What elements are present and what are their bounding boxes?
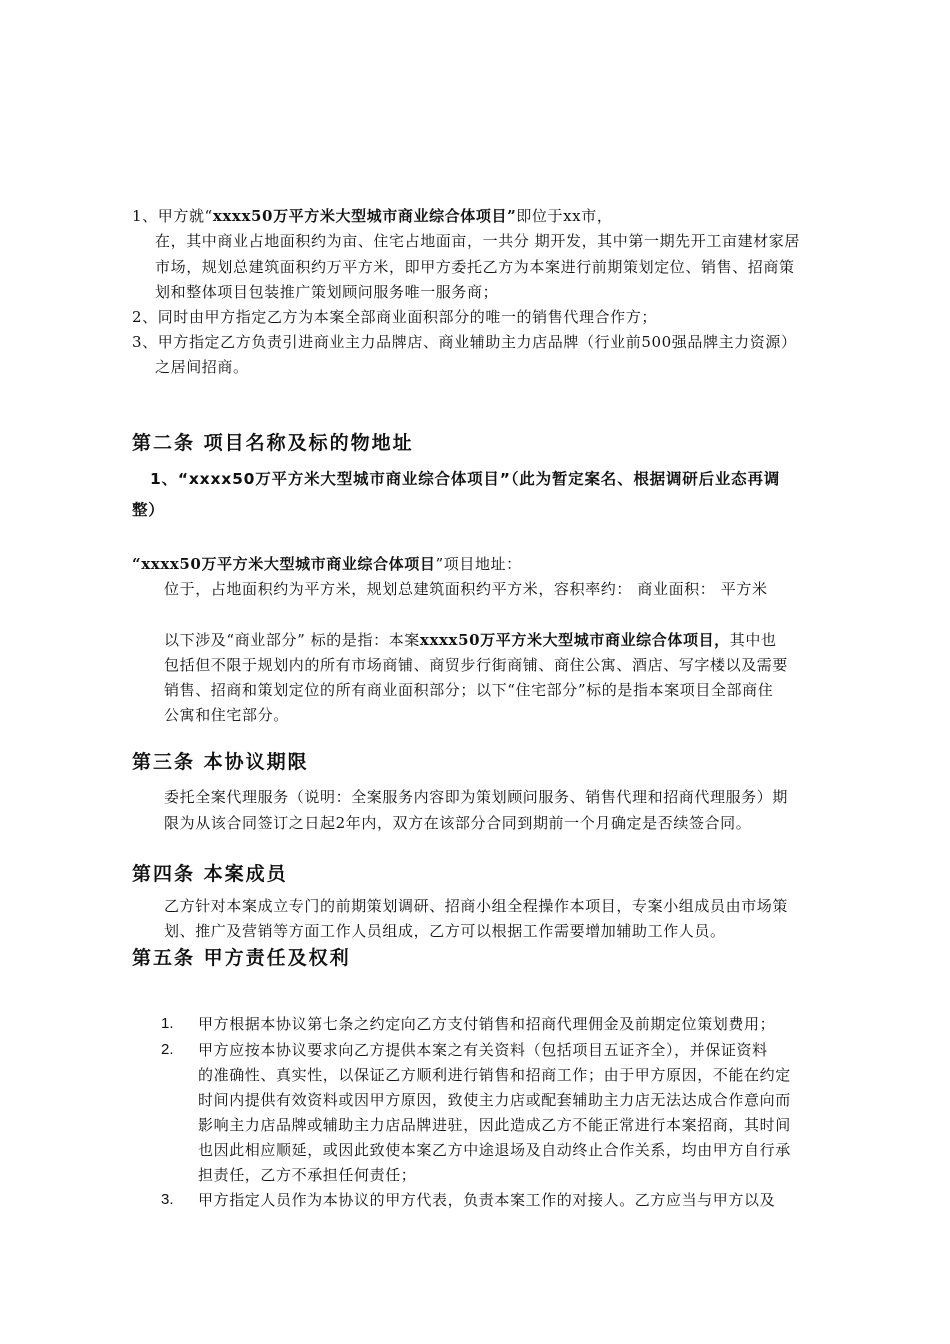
article-2-heading: 第二条 项目名称及标的物地址: [132, 432, 414, 454]
text-run: 同时由甲方指定乙方为本案全部商业面积部分的唯一的销售代理合作方；: [157, 308, 657, 326]
text-run: ”项目地址：: [435, 555, 522, 573]
article-5-heading: 第五条 甲方责任及权利: [132, 947, 351, 969]
list-item-3-line-2: 之居间招商。: [155, 358, 249, 376]
address-label: [132, 553, 522, 575]
article-3-line-2: 限为从该合同签订之日起2年内，双方在该部分合同到期前一个月确定是否续签合同。: [164, 814, 752, 832]
list-number: 3.: [161, 1191, 174, 1208]
duty-item-2-line-1: 甲方应按本协议要求向乙方提供本案之有关资料（包括项目五证齐全），并保证资料: [198, 1041, 768, 1059]
list-number: 1.: [161, 1015, 174, 1032]
duty-item-2-line-4: 影响主力店品牌或辅助主力店品牌进驻，因此造成乙方不能正常进行本案招商，其时间: [198, 1116, 791, 1134]
definition-line-1: [164, 629, 777, 651]
duty-item-2-line-2: 的准确性、真实性，以保证乙方顺利进行销售和招商工作；由于甲方原因，不能在约定: [198, 1066, 791, 1084]
definition-line-4: 公寓和住宅部分。: [164, 706, 289, 724]
definition-line-2: 包括但不限于规划内的所有市场商铺、商贸步行街商铺、商住公寓、酒店、写字楼以及需要: [164, 656, 789, 674]
project-name: xxxx50万平方米大型城市商业综合体项目，: [419, 631, 730, 649]
duty-item-1: 甲方根据本协议第七条之约定向乙方支付销售和招商代理佣金及前期定位策划费用；: [198, 1015, 776, 1033]
list-item-1-line-4: 划和整体项目包装推广策划顾问服务唯一服务商；: [155, 283, 499, 301]
project-name: “xxxx50万平方米大型城市商业综合体项目: [132, 555, 436, 573]
list-item-2: [132, 306, 657, 328]
article-3-heading: 第三条 本协议期限: [132, 751, 309, 773]
duty-item-2-line-5: 也因此相应顺延，或因此致使本案乙方中途退场及自动终止合作关系，均由甲方自行承: [198, 1141, 791, 1159]
definition-line-3: 销售、招商和策划定位的所有商业面积部分；以下“住宅部分”标的是指本案项目全部商住: [164, 681, 774, 699]
text-run: 甲方就“: [157, 207, 213, 225]
article-4-line-2: 划、推广及营销等方面工作人员组成，乙方可以根据工作需要增加辅助工作人员。: [164, 922, 726, 940]
duty-item-2-line-3: 时间内提供有效资料或因甲方原因，致使主力店或配套辅助主力店无法达成合作意向而: [198, 1091, 791, 1109]
text-run: 即位于xx市，: [516, 207, 613, 225]
duty-item-2-line-6: 担责任，乙方不承担任何责任；: [198, 1166, 417, 1184]
list-item-3: [132, 331, 797, 353]
project-name: xxxx50万平方米大型城市商业综合体项目”: [212, 207, 517, 225]
article-3-line-1: 委托全案代理服务（说明：全案服务内容即为策划顾问服务、销售代理和招商代理服务）期: [164, 788, 789, 806]
address-detail: 位于，占地面积约为平方米，规划总建筑面积约平方米，容积率约： 商业面积： 平方米: [164, 580, 768, 598]
list-number: 1、: [132, 207, 158, 225]
list-number: 2.: [161, 1041, 174, 1058]
article-4-heading: 第四条 本案成员: [132, 863, 288, 885]
text-run: 甲方指定乙方负责引进商业主力品牌店、商业辅助主力店品牌（行业前500强品牌主力资源）: [157, 333, 797, 351]
text-run: 以下涉及“商业部分” 标的是指：本案: [164, 631, 420, 649]
list-item-1: [132, 205, 612, 227]
list-item-1-line-2: 在，其中商业占地面积约为亩、住宅占地面亩，一共分 期开发，其中第一期先开工亩建材家居: [155, 232, 800, 250]
article-4-line-1: 乙方针对本案成立专门的前期策划调研、招商小组全程操作本项目，专案小组成员由市场策: [164, 897, 789, 915]
list-number: 3、: [132, 333, 158, 351]
article-2-subheading: 1、“xxxx50万平方米大型城市商业综合体项目”（此为暂定案名、根据调研后业态再调: [150, 470, 781, 488]
article-2-subheading-cont: 整）: [132, 501, 165, 519]
list-number: 2、: [132, 308, 158, 326]
duty-item-3-line-1: 甲方指定人员作为本协议的甲方代表，负责本案工作的对接人。乙方应当与甲方以及: [198, 1191, 776, 1209]
text-run: 其中也: [729, 631, 777, 649]
list-item-1-line-3: 市场，规划总建筑面积约万平方米，即甲方委托乙方为本案进行前期策划定位、销售、招商策: [155, 258, 795, 276]
